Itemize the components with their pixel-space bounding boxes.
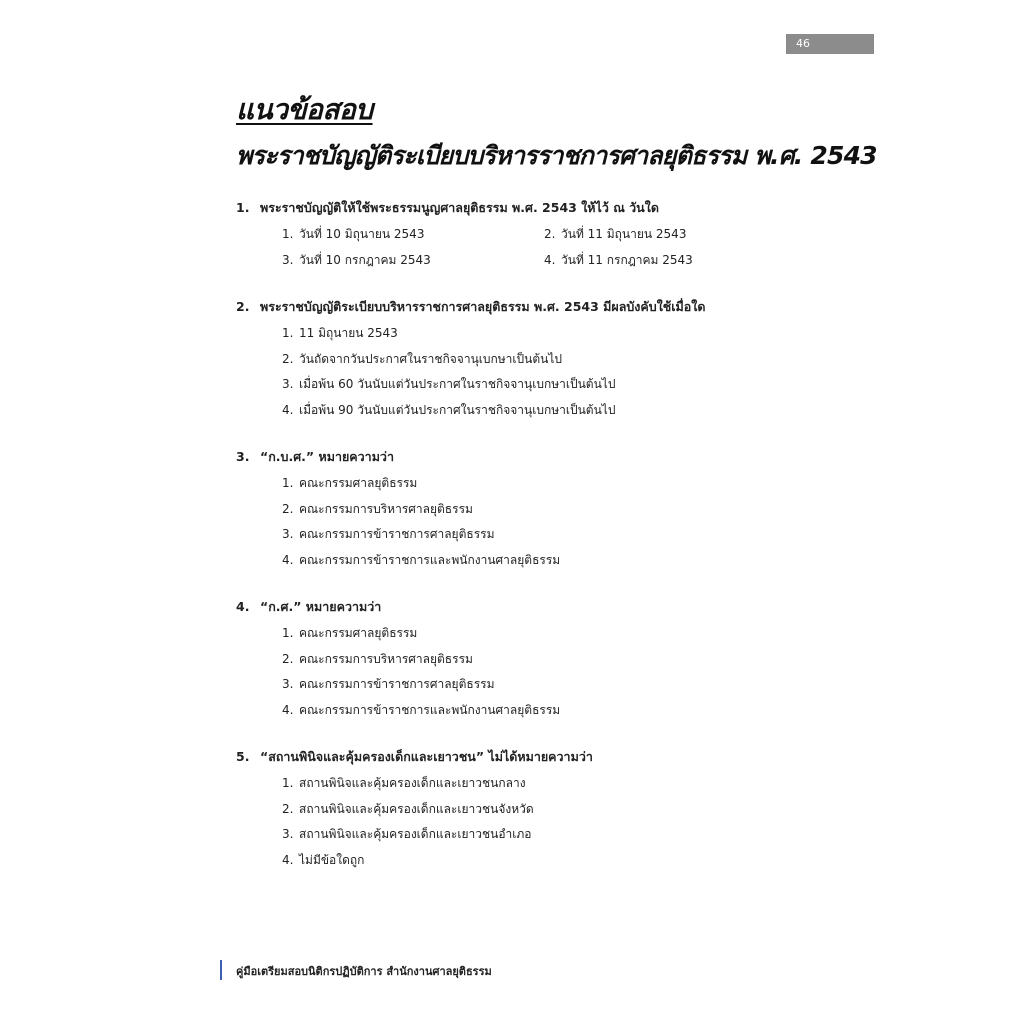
option-text: เมื่อพ้น 90 วันนับแต่วันประกาศในราชกิจจานุเบกษาเป็นต้นไป bbox=[299, 402, 616, 417]
question-4 bbox=[236, 597, 876, 723]
question-text: “ก.บ.ศ.” หมายความว่า bbox=[260, 449, 394, 464]
option-text: วันที่ 11 กรกฎาคม 2543 bbox=[561, 252, 693, 267]
option-text: 11 มิถุนายน 2543 bbox=[299, 326, 398, 340]
option-text: คณะกรรมการข้าราชการและพนักงานศาลยุติธรรม bbox=[299, 552, 561, 567]
option-item bbox=[282, 372, 876, 398]
option-number: 4. bbox=[544, 252, 556, 267]
option-item bbox=[282, 347, 876, 373]
option-list bbox=[282, 222, 876, 273]
option-item bbox=[544, 222, 806, 248]
question-number: 1. bbox=[236, 200, 250, 215]
footer-accent-bar bbox=[220, 960, 222, 980]
option-number: 4. bbox=[282, 552, 294, 567]
option-text: วันที่ 10 มิถุนายน 2543 bbox=[299, 227, 425, 241]
option-number: 3. bbox=[282, 252, 294, 267]
option-item bbox=[282, 848, 876, 874]
question-number: 2. bbox=[236, 299, 250, 314]
option-item bbox=[544, 248, 806, 274]
option-item bbox=[282, 698, 876, 724]
option-text: สถานพินิจและคุ้มครองเด็กและเยาวชนอำเภอ bbox=[299, 827, 532, 841]
option-item bbox=[282, 248, 544, 274]
option-item bbox=[282, 222, 544, 248]
option-item bbox=[282, 621, 876, 647]
option-item bbox=[282, 471, 876, 497]
question-text: พระราชบัญญัติให้ใช้พระธรรมนูญศาลยุติธรรม พ.ศ. 2543 ให้ไว้ ณ วันใด bbox=[260, 200, 659, 215]
option-number: 1. bbox=[282, 227, 294, 241]
option-text: คณะกรรมการบริหารศาลยุติธรรม bbox=[299, 651, 473, 666]
option-item bbox=[282, 672, 876, 698]
option-number: 3. bbox=[282, 827, 294, 841]
page-number-badge: 46 bbox=[786, 34, 874, 54]
option-text: วันที่ 11 มิถุนายน 2543 bbox=[561, 227, 687, 241]
footer-title: คู่มือเตรียมสอบนิติกรปฏิบัติการ สำนักงานศาลยุติธรรม bbox=[236, 965, 492, 978]
option-number: 2. bbox=[544, 227, 556, 241]
option-text: คณะกรรมการข้าราชการศาลยุติธรรม bbox=[299, 527, 495, 541]
option-list bbox=[282, 771, 876, 873]
question-number: 5. bbox=[236, 749, 250, 764]
option-text: คณะกรรมศาลยุติธรรม bbox=[299, 476, 418, 490]
option-number: 4. bbox=[282, 402, 294, 417]
option-text: คณะกรรมศาลยุติธรรม bbox=[299, 626, 418, 640]
option-item bbox=[282, 647, 876, 673]
question-text: “สถานพินิจและคุ้มครองเด็กและเยาวชน” ไม่ได้หมายความว่า bbox=[260, 749, 593, 764]
option-number: 3. bbox=[282, 377, 294, 391]
option-text: สถานพินิจและคุ้มครองเด็กและเยาวชนกลาง bbox=[299, 776, 526, 790]
option-item bbox=[282, 771, 876, 797]
option-text: คณะกรรมการข้าราชการและพนักงานศาลยุติธรรม bbox=[299, 702, 561, 717]
option-item bbox=[282, 321, 876, 347]
option-list bbox=[282, 471, 876, 573]
question-list bbox=[236, 198, 876, 897]
option-number: 2. bbox=[282, 801, 294, 816]
option-number: 4. bbox=[282, 702, 294, 717]
option-number: 1. bbox=[282, 626, 294, 640]
question-1 bbox=[236, 198, 876, 273]
option-item bbox=[282, 398, 876, 424]
option-number: 3. bbox=[282, 677, 294, 691]
question-5 bbox=[236, 747, 876, 873]
question-text: “ก.ศ.” หมายความว่า bbox=[260, 599, 382, 614]
option-number: 4. bbox=[282, 852, 294, 867]
option-number: 3. bbox=[282, 527, 294, 541]
option-item bbox=[282, 797, 876, 823]
option-text: คณะกรรมการข้าราชการศาลยุติธรรม bbox=[299, 677, 495, 691]
section-heading: แนวข้อสอบ bbox=[236, 93, 373, 126]
option-number: 1. bbox=[282, 326, 294, 340]
option-item bbox=[282, 497, 876, 523]
option-number: 2. bbox=[282, 501, 294, 516]
option-text: เมื่อพ้น 60 วันนับแต่วันประกาศในราชกิจจานุเบกษาเป็นต้นไป bbox=[299, 377, 616, 391]
option-item bbox=[282, 548, 876, 574]
option-text: วันถัดจากวันประกาศในราชกิจจานุเบกษาเป็นต้นไป bbox=[299, 351, 562, 366]
document-title: พระราชบัญญัติระเบียบบริหารราชการศาลยุติธรรม พ.ศ. 2543 bbox=[236, 141, 877, 170]
question-3 bbox=[236, 447, 876, 573]
question-text: พระราชบัญญัติระเบียบบริหารราชการศาลยุติธรรม พ.ศ. 2543 มีผลบังคับใช้เมื่อใด bbox=[260, 299, 706, 314]
question-number: 4. bbox=[236, 599, 250, 614]
option-item bbox=[282, 522, 876, 548]
question-2 bbox=[236, 297, 876, 423]
option-list bbox=[282, 621, 876, 723]
option-number: 2. bbox=[282, 651, 294, 666]
option-item bbox=[282, 822, 876, 848]
option-text: คณะกรรมการบริหารศาลยุติธรรม bbox=[299, 501, 473, 516]
question-number: 3. bbox=[236, 449, 250, 464]
option-number: 1. bbox=[282, 476, 294, 490]
option-list bbox=[282, 321, 876, 423]
option-text: ไม่มีข้อใดถูก bbox=[299, 852, 365, 867]
option-number: 2. bbox=[282, 351, 294, 366]
option-text: สถานพินิจและคุ้มครองเด็กและเยาวชนจังหวัด bbox=[299, 801, 534, 816]
option-number: 1. bbox=[282, 776, 294, 790]
option-text: วันที่ 10 กรกฎาคม 2543 bbox=[299, 252, 431, 267]
